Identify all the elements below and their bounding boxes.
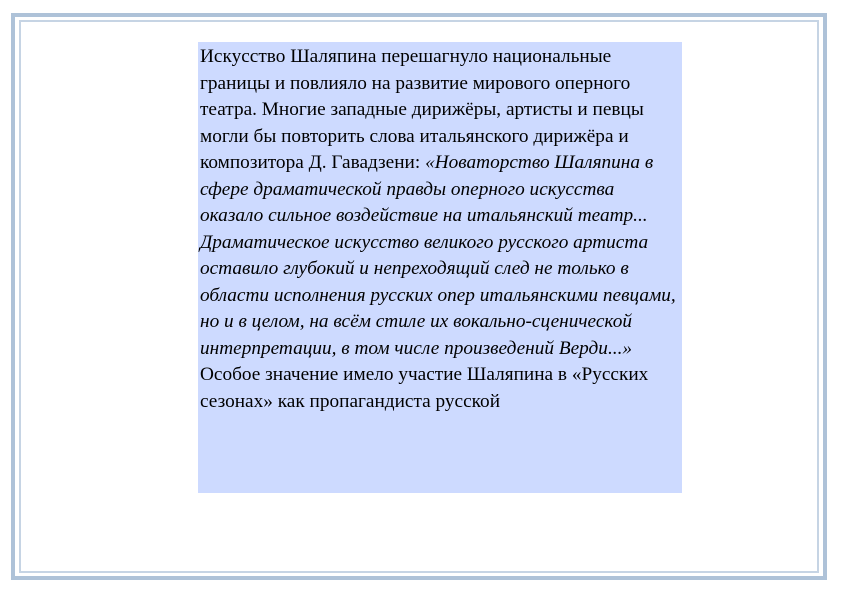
paragraph-russian-seasons: Особое значение имело участие Шаляпина в «Русских сезонах» как пропагандиста русской <box>200 364 649 412</box>
paragraph-chaliapin-influence <box>200 44 680 362</box>
text-block <box>198 42 682 493</box>
gavazzeni-quote: «Новаторство Шаляпина в сфере драматической правды оперного искусства оказало сильное воздействие на итальянский театр... Драматическое искусство великого русского артиста оставило глубокий и непреходящий след не только в области исполнения русских опер итальянскими певцами, но и в целом, на всём стиле их вокально-сценической интерпретации, в том числе произведений Верди...» <box>200 152 676 359</box>
paragraph-intro-text: Искусство Шаляпина перешагнуло национальные границы и повлияло на развитие мирового оперного театра. Многие западные дирижёры, артисты и певцы могли бы повторить слова итальянского дирижёра и композитора Д. Гавадзени: <box>200 46 644 173</box>
